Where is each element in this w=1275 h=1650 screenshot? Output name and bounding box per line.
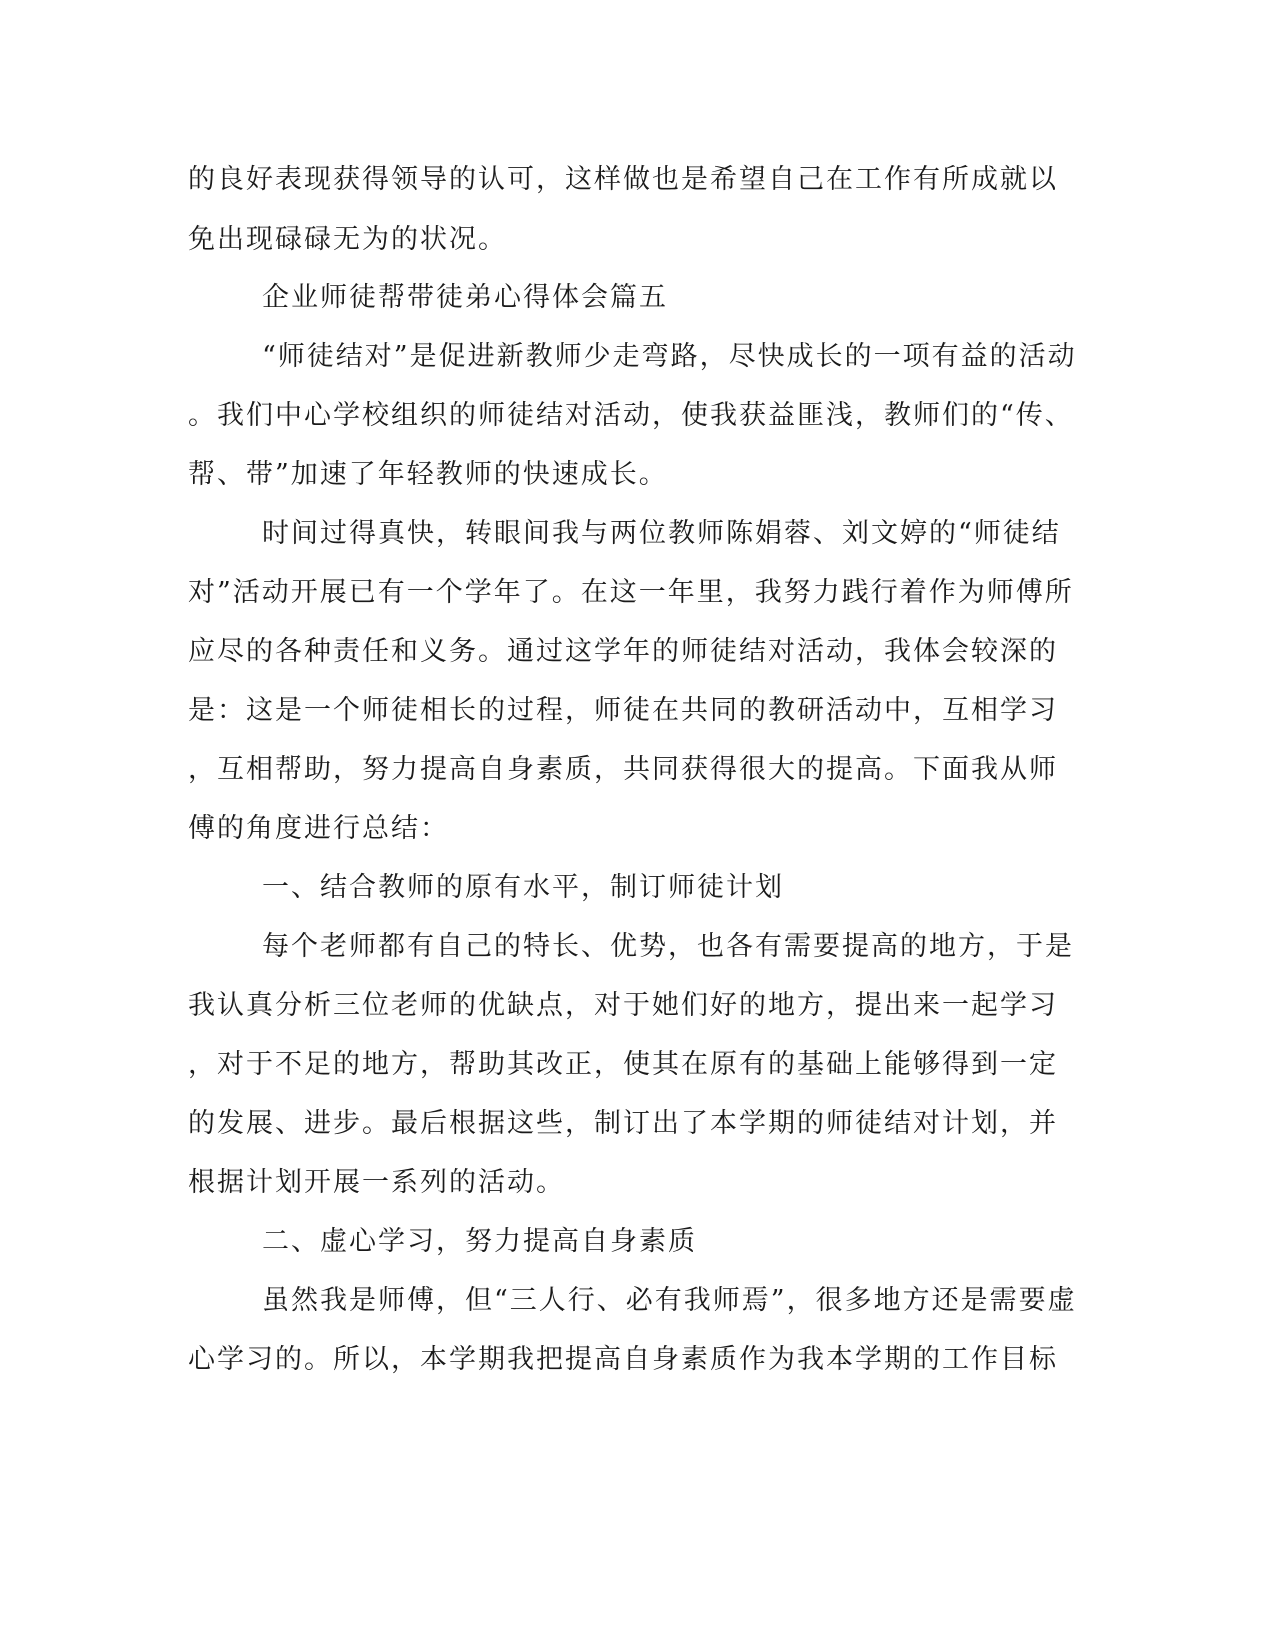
section-heading: 企业师徒帮带徒弟心得体会篇五 [262, 282, 668, 313]
text-line: 。我们中心学校组织的师徒结对活动，使我获益匪浅，教师们的“传、 [188, 400, 1074, 431]
text-line: 免出现碌碌无为的状况。 [188, 224, 507, 255]
text-line: 心学习的。所以，本学期我把提高自身素质作为我本学期的工作目标 [188, 1344, 1058, 1375]
text-line: 傅的角度进行总结： [188, 813, 449, 844]
text-line: “师徒结对”是促进新教师少走弯路，尽快成长的一项有益的活动 [262, 341, 1077, 372]
text-line: ，对于不足的地方，帮助其改正，使其在原有的基础上能够得到一定 [188, 1049, 1058, 1080]
text-line: 每个老师都有自己的特长、优势，也各有需要提高的地方，于是 [262, 931, 1074, 962]
text-line: 对”活动开展已有一个学年了。在这一年里，我努力践行着作为师傅所 [188, 577, 1074, 608]
text-line: 根据计划开展一系列的活动。 [188, 1167, 565, 1198]
text-line: 的发展、进步。最后根据这些，制订出了本学期的师徒结对计划，并 [188, 1108, 1058, 1139]
section-heading: 二、虚心学习，努力提高自身素质 [262, 1226, 697, 1257]
text-line: 是：这是一个师徒相长的过程，师徒在共同的教研活动中，互相学习 [188, 695, 1058, 726]
text-line: 帮、带”加速了年轻教师的快速成长。 [188, 459, 668, 490]
text-line: 时间过得真快，转眼间我与两位教师陈娟蓉、刘文婷的“师徒结 [262, 518, 1061, 549]
section-heading: 一、结合教师的原有水平，制订师徒计划 [262, 872, 784, 903]
text-line: 应尽的各种责任和义务。通过这学年的师徒结对活动，我体会较深的 [188, 636, 1058, 667]
text-line: ，互相帮助，努力提高自身素质，共同获得很大的提高。下面我从师 [188, 754, 1058, 785]
text-line: 虽然我是师傅，但“三人行、必有我师焉”，很多地方还是需要虚 [262, 1285, 1077, 1316]
text-line: 的良好表现获得领导的认可，这样做也是希望自己在工作有所成就以 [188, 164, 1058, 195]
text-line: 我认真分析三位老师的优缺点，对于她们好的地方，提出来一起学习 [188, 990, 1058, 1021]
